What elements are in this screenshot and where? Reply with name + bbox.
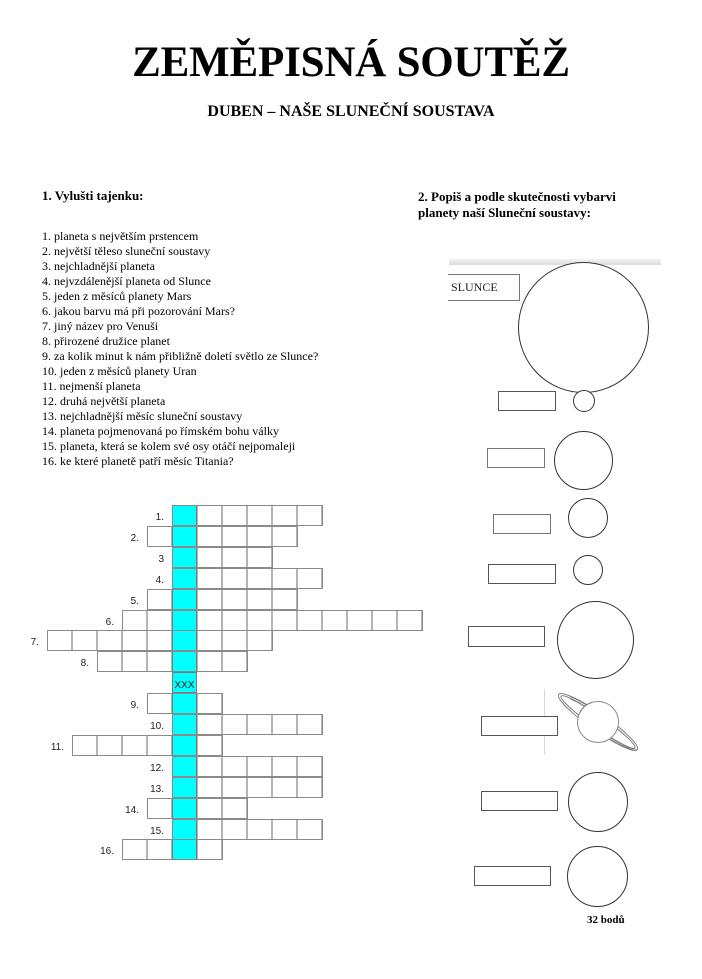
crossword-cell[interactable] <box>222 819 247 840</box>
crossword-cell[interactable] <box>147 589 172 610</box>
crossword-cell[interactable] <box>97 735 122 756</box>
clue-number-label: 8. <box>80 658 89 670</box>
clue-item: 9. za kolik minut k nám přibližně doletí světlo ze Slunce? <box>42 349 319 363</box>
crossword-grid <box>0 505 440 865</box>
crossword-cell[interactable] <box>222 547 247 568</box>
task2-heading-line2: planety naší Sluneční soustavy: <box>418 205 592 220</box>
crossword-cell[interactable] <box>247 777 272 798</box>
clue-item: 7. jiný název pro Venuši <box>42 319 159 333</box>
clue-number-label: 11. <box>50 741 64 753</box>
planet-name-box[interactable] <box>498 391 556 411</box>
clue-number-label: 12. <box>150 762 164 774</box>
crossword-cell[interactable] <box>197 798 222 819</box>
crossword-cell[interactable] <box>247 526 272 547</box>
crossword-cell[interactable] <box>122 839 147 860</box>
planet-name-box[interactable] <box>474 866 551 886</box>
planet-circle[interactable] <box>573 390 595 412</box>
crossword-secret-cell[interactable] <box>172 630 197 651</box>
clue-item: 5. jeden z měsíců planety Mars <box>42 289 192 303</box>
ringed-planet-icon[interactable] <box>540 686 645 758</box>
clue-number-label: 10. <box>150 721 164 732</box>
crossword-cell[interactable] <box>272 819 297 840</box>
crossword-cell[interactable] <box>147 798 172 819</box>
clue-item: 13. nejchladnější měsíc sluneční soustavy <box>42 409 243 423</box>
crossword-secret-cell[interactable] <box>172 547 197 568</box>
crossword-secret-cell[interactable] <box>172 526 197 547</box>
crossword-cell[interactable] <box>222 714 247 735</box>
crossword-secret-cell[interactable] <box>172 777 197 798</box>
crossword-cell[interactable] <box>297 568 322 589</box>
crossword-cell[interactable] <box>147 839 172 860</box>
crossword-secret-cell[interactable] <box>172 735 197 756</box>
crossword-cell[interactable] <box>247 547 272 568</box>
crossword-secret-cell[interactable] <box>172 610 197 631</box>
crossword-cell[interactable] <box>147 526 172 547</box>
planet-circle[interactable] <box>573 555 603 585</box>
crossword-secret-cell[interactable] <box>172 693 197 714</box>
crossword-cell[interactable] <box>147 630 172 651</box>
clue-item: 12. druhá největší planeta <box>42 394 166 408</box>
crossword-secret-cell[interactable] <box>172 756 197 777</box>
crossword-secret-cell[interactable] <box>172 651 197 672</box>
crossword-cell[interactable] <box>147 693 172 714</box>
points-label: 32 bodů <box>587 914 625 926</box>
crossword-cell[interactable] <box>197 630 222 651</box>
crossword-cell[interactable] <box>222 756 247 777</box>
crossword-cell[interactable] <box>122 735 147 756</box>
clue-number-label: 13. <box>150 783 164 795</box>
crossword-cell[interactable] <box>222 777 247 798</box>
crossword-cell[interactable] <box>197 547 222 568</box>
sun-name-box[interactable]: SLUNCE <box>448 274 520 301</box>
page-subtitle: DUBEN – NAŠE SLUNEČNÍ SOUSTAVA <box>207 103 495 120</box>
clue-item: 1. planeta s největším prstencem <box>42 229 199 243</box>
crossword-secret-cell[interactable] <box>172 839 197 860</box>
task2-heading <box>418 189 616 221</box>
crossword-cell[interactable] <box>247 819 272 840</box>
crossword-cell[interactable] <box>322 610 347 631</box>
crossword-secret-cell[interactable] <box>172 819 197 840</box>
crossword-cell[interactable] <box>272 505 297 526</box>
crossword-cell[interactable] <box>197 735 222 756</box>
crossword-cell[interactable] <box>222 505 247 526</box>
crossword-cell[interactable] <box>272 610 297 631</box>
crossword-cell[interactable] <box>222 798 247 819</box>
crossword-cell[interactable] <box>197 839 222 860</box>
crossword-separator-text: XXX <box>174 680 195 692</box>
task2-heading-line1: 2. Popiš a podle skutečnosti vybarvi <box>418 189 616 204</box>
crossword-cell[interactable] <box>197 526 222 547</box>
crossword-cell[interactable] <box>222 526 247 547</box>
crossword-cell[interactable] <box>197 651 222 672</box>
crossword-cell[interactable] <box>272 526 297 547</box>
clue-number-label: 5. <box>130 595 139 607</box>
crossword-cell[interactable] <box>272 714 297 735</box>
clue-number-label: 9. <box>130 700 139 712</box>
crossword-cell[interactable] <box>222 568 247 589</box>
crossword-cell[interactable] <box>197 819 222 840</box>
crossword-cell[interactable] <box>247 610 272 631</box>
clue-number-label: 14. <box>125 804 139 816</box>
crossword-cell[interactable] <box>147 651 172 672</box>
clue-item: 14. planeta pojmenovaná po římském bohu války <box>42 424 279 438</box>
planet-name-box[interactable] <box>487 448 545 468</box>
clue-item: 2. největší těleso sluneční soustavy <box>42 244 211 258</box>
crossword-cell[interactable] <box>297 505 322 526</box>
planet-name-box[interactable] <box>493 514 551 534</box>
crossword-cell[interactable] <box>197 777 222 798</box>
crossword-cell[interactable] <box>222 651 247 672</box>
crossword-secret-cell[interactable] <box>172 714 197 735</box>
sun-circle[interactable] <box>518 262 649 393</box>
crossword-cell[interactable] <box>247 714 272 735</box>
crossword-cell[interactable] <box>247 589 272 610</box>
crossword-cell[interactable] <box>197 693 222 714</box>
planet-name-box[interactable] <box>488 564 556 584</box>
clue-number-label: 7. <box>30 637 39 649</box>
crossword-cell[interactable] <box>272 589 297 610</box>
crossword-cell[interactable] <box>72 735 97 756</box>
clue-number-label: 6. <box>105 616 114 628</box>
clue-item: 10. jeden z měsíců planety Uran <box>42 364 197 378</box>
crossword-cell[interactable] <box>397 610 422 631</box>
clue-item: 15. planeta, která se kolem své osy otáčí nejpomaleji <box>42 439 296 453</box>
crossword-cell[interactable] <box>272 756 297 777</box>
crossword-cell[interactable] <box>247 505 272 526</box>
clue-item: 4. nejvzdálenější planeta od Slunce <box>42 274 211 288</box>
clue-number-label: 16. <box>100 846 114 858</box>
planet-circle[interactable] <box>568 772 628 832</box>
task1-heading: 1. Vylušti tajenku: <box>42 188 144 203</box>
image-top-edge-divider <box>449 259 661 265</box>
crossword-cell[interactable] <box>122 651 147 672</box>
clue-number-label: 2. <box>130 532 139 544</box>
crossword-cell[interactable] <box>97 651 122 672</box>
crossword-cell[interactable] <box>372 610 397 631</box>
crossword-cell[interactable] <box>47 630 72 651</box>
crossword-cell[interactable] <box>222 610 247 631</box>
planet-name-box[interactable] <box>468 626 545 647</box>
crossword-secret-cell[interactable] <box>172 568 197 589</box>
crossword-cell[interactable] <box>272 568 297 589</box>
planet-name-box[interactable] <box>481 791 558 811</box>
crossword-cell[interactable] <box>122 630 147 651</box>
crossword-cell[interactable] <box>197 714 222 735</box>
crossword-cell[interactable] <box>222 630 247 651</box>
crossword-cell[interactable] <box>272 777 297 798</box>
crossword-cell[interactable] <box>297 777 322 798</box>
crossword-cell[interactable] <box>122 610 147 631</box>
planet-circle[interactable] <box>557 601 634 679</box>
clue-item: 6. jakou barvu má při pozorování Mars? <box>42 304 235 318</box>
crossword-cell[interactable] <box>147 610 172 631</box>
crossword-cell[interactable] <box>347 610 372 631</box>
clue-number-label: 1. <box>155 512 164 523</box>
clue-item: 8. přirozené družice planet <box>42 334 170 348</box>
crossword-cell[interactable] <box>297 756 322 777</box>
planet-circle[interactable] <box>567 846 628 907</box>
crossword-cell[interactable] <box>297 610 322 631</box>
clue-number-label: 4. <box>155 574 164 586</box>
clue-list <box>42 229 318 469</box>
clue-item: 16. ke které planetě patří měsíc Titania? <box>42 454 234 468</box>
crossword-secret-cell[interactable] <box>172 589 197 610</box>
crossword-cell[interactable] <box>197 505 222 526</box>
crossword-cell[interactable] <box>147 735 172 756</box>
crossword-cell[interactable] <box>197 568 222 589</box>
crossword-secret-cell[interactable] <box>172 798 197 819</box>
crossword-cell[interactable] <box>72 630 97 651</box>
crossword-cell[interactable] <box>197 589 222 610</box>
crossword-cell[interactable] <box>247 756 272 777</box>
crossword-cell[interactable] <box>297 714 322 735</box>
clue-number-label: 3 <box>158 553 164 565</box>
crossword-cell[interactable] <box>222 589 247 610</box>
clue-item: 11. nejmenší planeta <box>42 379 141 393</box>
crossword-cell[interactable] <box>297 819 322 840</box>
crossword-cell[interactable] <box>97 630 122 651</box>
crossword-secret-cell[interactable] <box>172 505 197 526</box>
clue-number-label: 15. <box>150 825 164 837</box>
crossword-cell[interactable] <box>197 756 222 777</box>
crossword-cell[interactable] <box>247 568 272 589</box>
crossword-cell[interactable] <box>247 630 272 651</box>
page-title: ZEMĚPISNÁ SOUTĚŽ <box>132 39 570 86</box>
planet-circle[interactable] <box>554 431 613 490</box>
crossword-cell[interactable] <box>197 610 222 631</box>
clue-item: 3. nejchladnější planeta <box>42 259 155 273</box>
planet-circle[interactable] <box>568 498 608 538</box>
